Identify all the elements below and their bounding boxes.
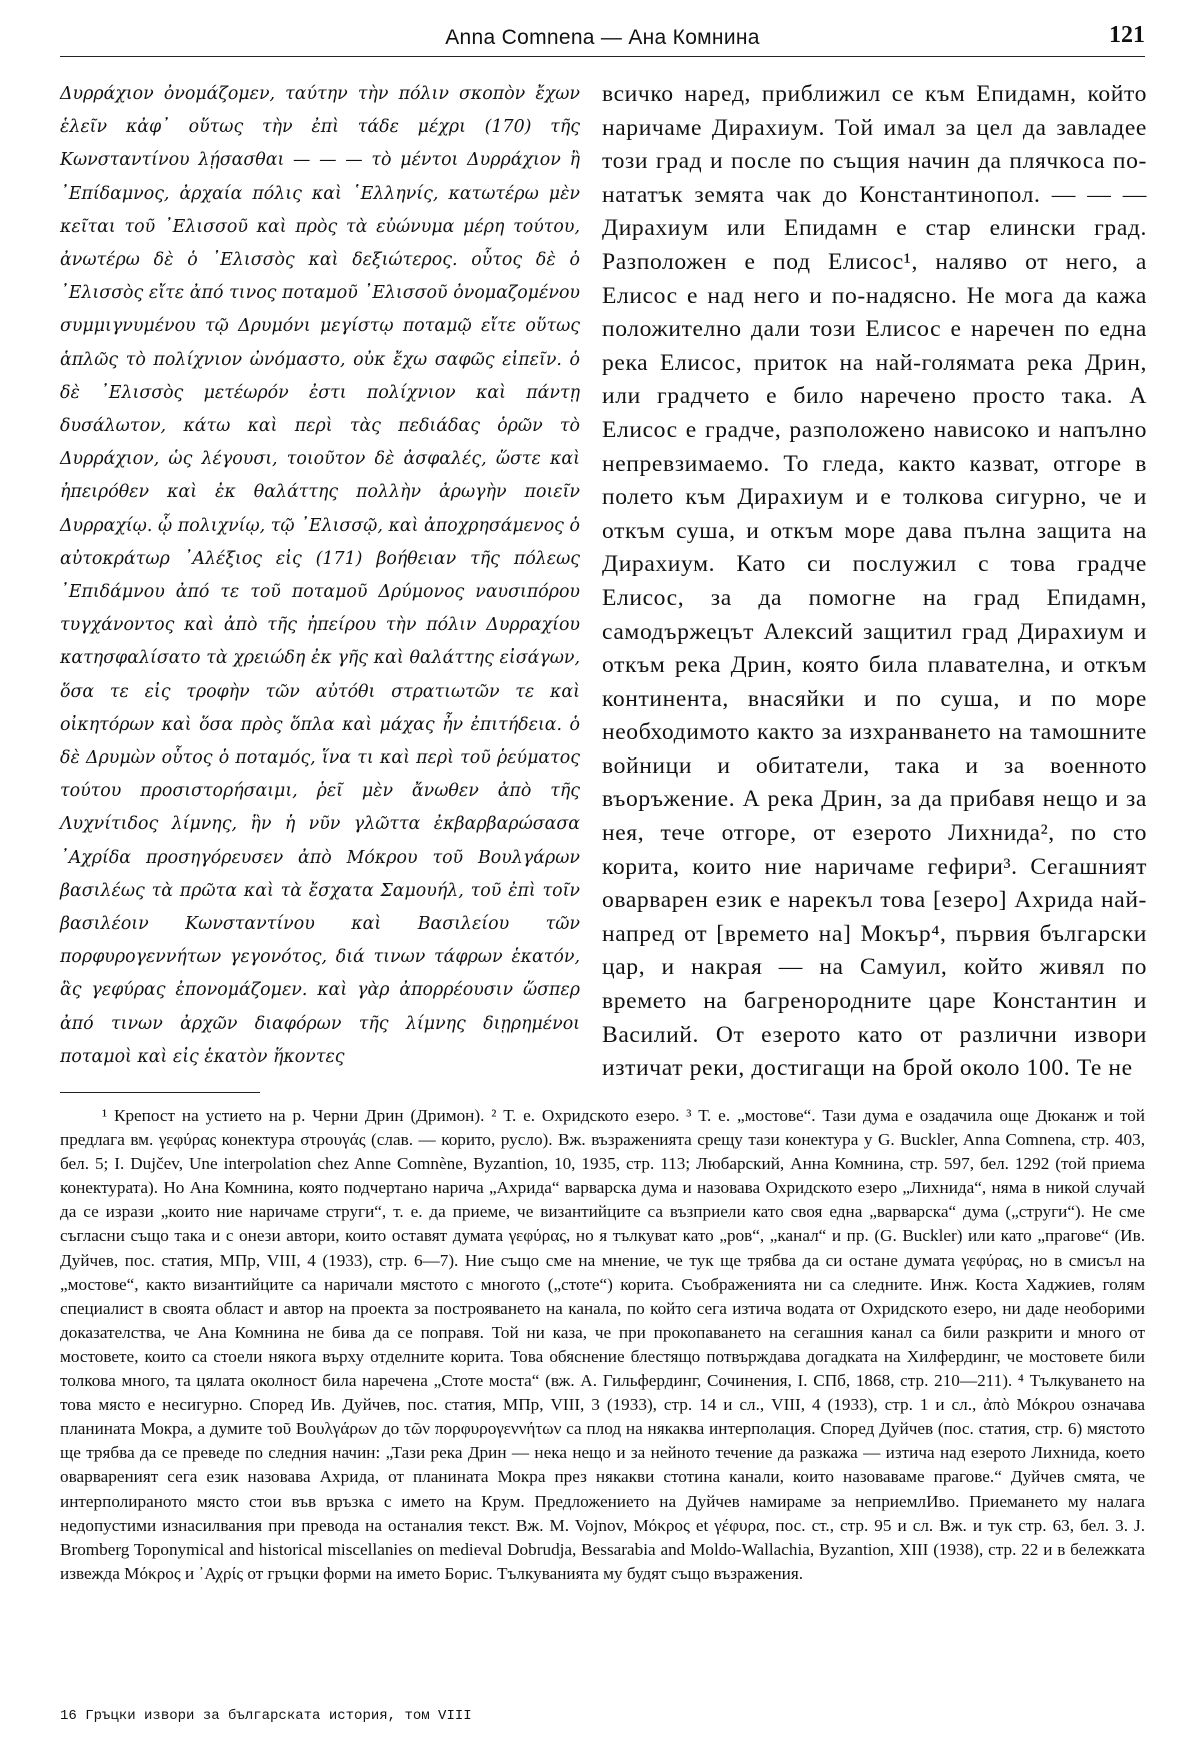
bulgarian-text: всичко наред, приближил се към Епидамн, който наричаме Дирахиум. Той имал за цел да завладее този град и после по същия начин да плячкоса по-нататък земята чак до Константинопол. — — — Дирахиум или Епидамн е стар елински град. Разположен е под Елисос¹, наляво от него, а Елисос е над него и по-надясно. Не мога да кажа положително дали този Елисос е наречен по една река Елисос, приток на най-голямата река Дрин, или градчето е било наречено просто така. А Елисос е градче, разположено нависоко и напълно непревзимаемо. То гледа, както казват, отгоре в полето към Дирахиум и е толкова сигурно, че и откъм суша, и откъм море дава пълна защита на Дирахиум. Като си послужил с това градче Елисос, за да помогне на град Епидамн, самодържецът Алексий защитил град Дирахиум и откъм река Дрин, която била плавателна, и откъм континента, внасяйки и по суша, и по море необходимото както за изхранването на тамошните войници и обитатели, така и за военното въоръжение. А река Дрин, за да прибавя нещо и за нея, тече отгоре, от езерото Лихнида², по сто корита, които ние наричаме гефири³. Сегашният оварварен език е нарекъл това [езеро] Ахрида най-напред от [времето на] Мокър⁴, първия български цар, и накрая — на Самуил, който живял по времето на багренородните царе Константин и Василий. От езерото като от различни извори изтичат реки, достигащи на брой около 100. Те не xyxy=(602,81,1147,1082)
signature-line: 16 Гръцки извори за българската история, том VIII xyxy=(60,1708,472,1724)
footnotes xyxy=(60,1104,1145,1586)
footnote-separator xyxy=(60,1092,260,1093)
footnote-text: ¹ Крепост на устието на р. Черни Дрин (Дримон). ² Т. е. Охридското езеро. ³ Т. е. „мостове“. Тази дума е озадачила още Дюканж и той предлага вм. γεφύρας конектура στρουγάς (слав. — корито, русло). Вж. възраженията срещу тази конектура у G. Buckler, Anna Comnena, стр. 403, бел. 5; I. Dujčev, Une interpolation chez Anne Comnène, Byzantion, 10, 1935, стр. 113; Любарский, Анна Комнина, стр. 597, бел. 1292 (той приема конектурата). Но Ана Комнина, която подчертано нарича „Ахрида“ варварска дума и назовава Охридското езеро „Лихнида“, няма в никой случай да се изрази „които ние наричаме струги“, т. е. да приеме, че византийците са възприели като своя една „варварска“ дума („струги“). Не сме съгласни също така и с онези автори, които оставят думата γεφύρας, но я тълкуват като „ров“, „канал“ и пр. (G. Buckler) или като „прагове“ (Ив. Дуйчев, пос. статия, МПр, VIII, 4 (1933), стр. 6—7). Ние също сме на мнение, че тук ще трябва да си остане думата γεφύρας, но в смисъл на „мостове“, както византийците са наричали мястото с многото („стоте“) корита. Съображенията ни са следните. Инж. Коста Хаджиев, голям специалист в своята област и автор на проекта за построяването на канала, по който сега изтича водата от Охридското езеро, ни даде необорими доказателства, че Ана Комнина не бива да се поправя. Той ни каза, че при прокопаването на сегашния канал са били разкрити и много от мостовете, които са стоели някога върху отделните корита. Това обяснение блестящо потвърждава догадката на Хилфердинг, че мостовете били толкова много, та цялата околност била наречена „Стоте моста“ (вж. А. Гильфердинг, Сочинения, I. СПб, 1868, стр. 210—211). ⁴ Тълкуването на това място е несигурно. Според Ив. Дуйчев, пос. статия, МПр, VIII, 3 (1933), стр. 14 и сл., VIII, 4 (1933), стр. 1 и сл., ἀπὸ Μόκρου означава планината Мокра, а думите τοῦ Βουλγάρων до τῶν πορφυρογεννήτων са плод на някаква интерполация. Според Дуйчев (пос. статия, стр. 6) мястото ще трябва да се преведе по следния начин: „Тази река Дрин — нека нещо и за нейното течение да разкажа — изтича над езерото Лихнида, което оварвареният сега език назовава Ахрида, от планината Мокра през някакви стотина канали, които назоваваме прагове.“ Дуйчев смята, че интерполираното място стои във връзка с името на Крум. Предложението на Дуйчев намираме за неприемлИво. Приемането му налага недопустими изнасилвания при превода на останалия текст. Вж. M. Vojnov, Μόκρος et γέφυρα, пос. ст., стр. 95 и сл. Вж. и тук стр. 63, бел. 3. J. Bromberg Toponymical and historical miscellanies on medieval Dobrudja, Bessarabia and Moldo-Wallachia, Byzantion, XIII (1938), стр. 22 и в бележката извежда Μόκρος и ᾿Αχρίς от гръцки форми на името Борис. Тълкуванията му будят също възражения. xyxy=(60,1106,1145,1583)
running-title: Anna Comnena — Ана Комнина xyxy=(445,26,760,49)
page-number: 121 xyxy=(1109,22,1145,48)
greek-column xyxy=(60,78,580,1074)
bulgarian-column xyxy=(602,78,1147,1086)
greek-text: Δυρράχιον ὀνομάζομεν, ταύτην τὴν πόλιν σκοπὸν ἔχων ἑλεῖν κἀφ᾿ οὕτως τὴν ἐπὶ τάδε μέχρι (170) τῆς Κωνσταντίνου λῄσασθαι — — — τὸ μέντοι Δυρράχιον ἢ ᾿Επίδαμνος, ἀρχαία πόλις καὶ ῾Ελληνίς, κατωτέρω μὲν κεῖται τοῦ ᾿Ελισσοῦ καὶ πρὸς τὰ εὐώνυμα μέρη τούτου, ἀνωτέρω δὲ ὁ ᾿Ελισσὸς καὶ δεξιώτερος. οὗτος δὲ ὁ ᾿Ελισσὸς εἴτε ἀπό τινος ποταμοῦ ᾿Ελισσοῦ ὀνομαζομένου συμμιγνυμένου τῷ Δρυμόνι μεγίστῳ ποταμῷ εἴτε οὕτως ἁπλῶς τὸ πολίχνιον ὠνόμαστο, οὐκ ἔχω σαφῶς εἰπεῖν. ὁ δὲ ᾿Ελισσὸς μετέωρόν ἐστι πολίχνιον καὶ πάντῃ δυσάλωτον, κάτω καὶ περὶ τὰς πεδιάδας ὁρῶν τὸ Δυρράχιον, ὡς λέγουσι, τοιοῦτον δὲ ἀσφαλές, ὥστε καὶ ἠπειρόθεν καὶ ἐκ θαλάττης πολλὴν ἀρωγὴν ποιεῖν Δυρραχίῳ. ᾧ πολιχνίῳ, τῷ ᾿Ελισσῷ, καὶ ἀποχρησάμενος ὁ αὐτοκράτωρ ᾿Αλέξιος εἰς (171) βοήθειαν τῆς πόλεως ᾿Επιδάμνου ἀπό τε τοῦ ποταμοῦ Δρύμονος ναυσιπόρου τυγχάνοντος καὶ ἀπὸ τῆς ἠπείρου τὴν πόλιν Δυρραχίου κατησφαλίσατο τὰ χρειώδη ἐκ γῆς καὶ θαλάττης εἰσάγων, ὅσα τε εἰς τροφὴν τῶν αὐτόθι στρατιωτῶν τε καὶ οἰκητόρων καὶ ὅσα πρὸς ὅπλα καὶ μάχας ἦν ἐπιτήδεια. ὁ δὲ Δρυμὼν οὗτος ὁ ποταμός, ἵνα τι καὶ περὶ τοῦ ῥεύματος τούτου προσιστορήσαιμι, ῥεῖ μὲν ἄνωθεν ἀπὸ τῆς Λυχνίτιδος λίμνης, ἣν ἡ νῦν γλῶττα ἐκβαρβαρώσασα ᾿Αχρίδα προσηγόρευσεν ἀπὸ Μόκρου τοῦ Βουλγάρων βασιλέως τὰ πρῶτα καὶ τὰ ἔσχατα Σαμουήλ, τοῦ ἐπὶ τοῖν βασιλέοιν Κωνσταντίνου καὶ Βασιλείου τῶν πορφυρογεννήτων γεγονότος, διά τινων τάφρων ἑκατόν, ἃς γεφύρας ἐπονομάζομεν. καὶ γὰρ ἀπορρέουσιν ὥσπερ ἀπό τινων ἀρχῶν διαφόρων τῆς λίμνης διῃρημένοι ποταμοὶ καὶ εἰς ἑκατὸν ἥκοντες xyxy=(60,84,580,1067)
running-header xyxy=(60,20,1145,57)
